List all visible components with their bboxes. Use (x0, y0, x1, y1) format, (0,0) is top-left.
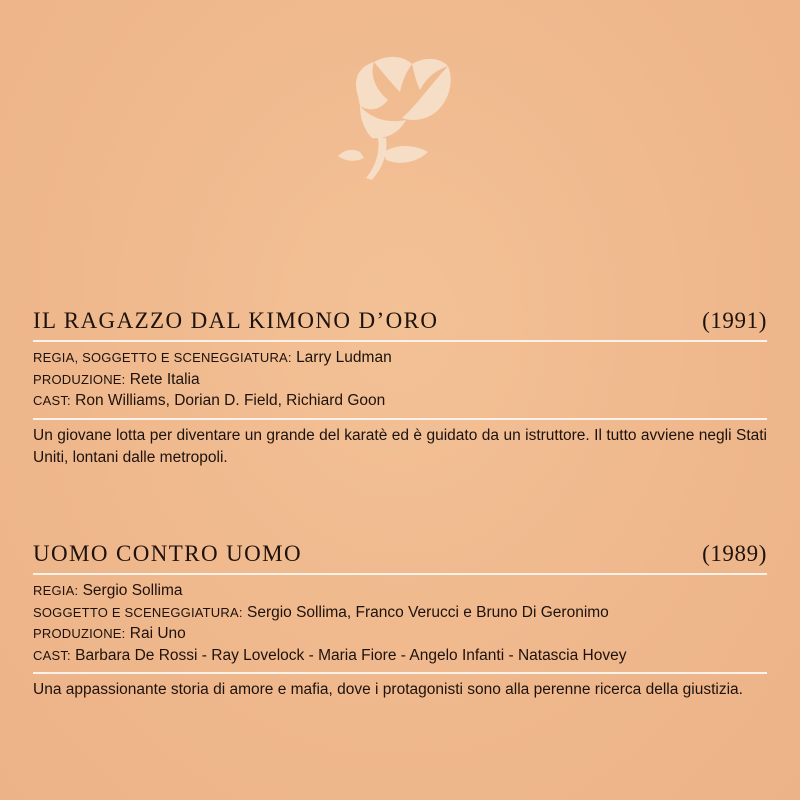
credit-line (33, 580, 767, 602)
credit-label: PRODUZIONE: (33, 371, 126, 387)
credit-line (33, 390, 767, 412)
credit-value: Barbara De Rossi - Ray Lovelock - Maria Fiore - Angelo Infanti - Natascia Hovey (75, 646, 627, 664)
credit-value: Sergio Sollima, Franco Verucci e Bruno Di Geronimo (246, 603, 609, 621)
credit-label: CAST: (33, 393, 71, 408)
credit-line (33, 623, 767, 645)
credits-block (33, 575, 767, 672)
credit-line (33, 602, 767, 624)
credit-label: PRODUZIONE: (33, 626, 126, 641)
credit-line (33, 369, 767, 391)
credits-block (33, 342, 767, 418)
credit-value: Ron Williams, Dorian D. Field, Richiard Goon (75, 392, 386, 409)
credit-value: Larry Ludman (296, 349, 392, 366)
credit-value: Sergio Sollima (82, 582, 183, 599)
credit-label: CAST: (33, 647, 71, 663)
film-header (33, 539, 767, 573)
film-year: (1991) (702, 308, 767, 333)
film-header (33, 306, 767, 340)
credit-label: SOGGETTO E SCENEGGIATURA: (33, 604, 243, 620)
film-title: UOMO CONTRO UOMO (33, 541, 303, 566)
film-title: IL RAGAZZO DAL KIMONO D’ORO (33, 308, 439, 333)
credit-line (33, 645, 767, 667)
credit-value: Rai Uno (129, 625, 186, 642)
credit-line (33, 347, 767, 369)
credit-label: REGIA: (33, 583, 79, 598)
film-synopsis: Una appassionante storia di amore e mafia, dove i protagonisti sono alla perenne ricerca della giustizia. (33, 681, 743, 698)
film-year: (1989) (702, 541, 767, 566)
tulip-flower-icon (330, 48, 470, 188)
film-entry (33, 306, 767, 470)
credit-label: REGIA, SOGGETTO E SCENEGGIATURA: (33, 350, 292, 365)
credit-value: Rete Italia (129, 370, 200, 388)
film-entry (33, 539, 767, 702)
film-synopsis: Un giovane lotta per diventare un grande del karatè ed è guidato da un istruttore. Il tutto avviene negli Stati Uniti, lontani dalle metropoli. (33, 426, 767, 466)
